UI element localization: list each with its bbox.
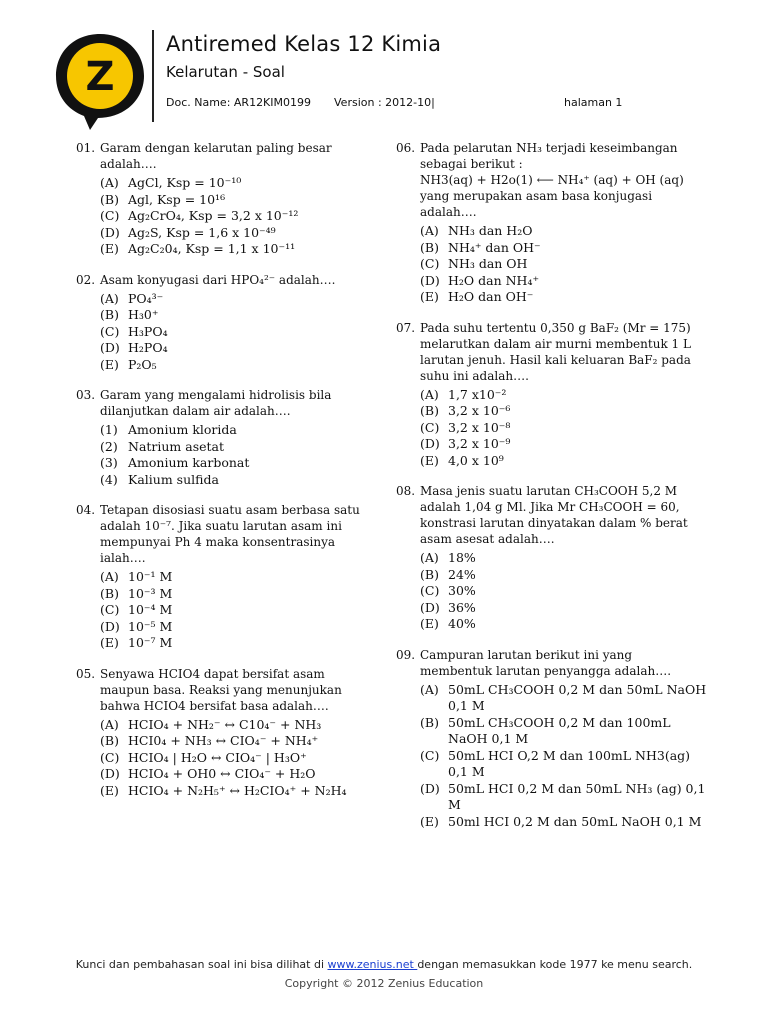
question-body (420, 647, 708, 679)
answer-option (100, 307, 376, 324)
option-text: Kalium sulfida (128, 471, 219, 487)
option-text: Amonium klorida (128, 422, 237, 437)
doc-name: Doc. Name: AR12KIM0199 (166, 96, 312, 109)
question-text: Pada suhu tertentu 0,350 g BaF₂ (Mr = 175) melarutkan dalam air murni membentuk 1 L larutan jenuh. Hasil kali keluaran BaF₂ pada suhu ini adalah…. (420, 320, 691, 383)
question (76, 140, 376, 258)
option-label: (3) (100, 455, 118, 470)
question-text: Pada pelarutan NH₃ terjadi keseimbangan sebagai berikut : (420, 141, 678, 171)
option-label: (D) (420, 272, 440, 288)
answer-option (100, 602, 376, 619)
option-list (100, 717, 376, 800)
option-label: (4) (100, 471, 118, 487)
question-text: Senyawa HCIO4 dapat bersifat asam maupun basa. Reaksi yang menunjukan bahwa HCIO4 bersifat basa adalah…. (100, 666, 342, 713)
answer-option (100, 619, 376, 636)
option-text: 50ml HCI 0,2 M dan 50mL NaOH 0,1 M (448, 813, 702, 829)
answer-option (100, 635, 376, 652)
option-label: (B) (420, 239, 439, 255)
option-label: (E) (420, 616, 439, 631)
option-text: HCIO₄ + N₂H₅⁺ ↔ H₂CIO₄⁺ + N₂H₄ (128, 782, 347, 798)
option-label: (C) (100, 323, 120, 339)
answer-option (100, 766, 376, 783)
answer-option (100, 241, 376, 258)
footer-note (0, 958, 768, 971)
option-list (100, 422, 376, 488)
answer-option (100, 291, 376, 308)
question (76, 502, 376, 652)
question-body (420, 140, 708, 220)
option-label: (B) (100, 585, 119, 601)
answer-option (100, 175, 376, 192)
option-text: AgCl, Ksp = 10⁻¹⁰ (128, 175, 242, 190)
option-label: (B) (100, 733, 119, 748)
answer-option (420, 273, 708, 290)
option-text: 24% (448, 566, 476, 582)
question-text: Garam dengan kelarutan paling besar adalah…. (100, 141, 332, 171)
question-head (76, 272, 376, 288)
option-label: (C) (420, 256, 440, 271)
option-text: H₃PO₄ (128, 323, 168, 339)
option-text: Ag₂C₂0₄, Ksp = 1,1 x 10⁻¹¹ (128, 241, 296, 256)
option-text: 50mL HCI 0,2 M dan 50mL NH₃ (ag) 0,1 M (448, 780, 706, 812)
question-body (420, 483, 708, 547)
option-text: NH₃ dan OH (448, 256, 528, 271)
question-number: 01. (76, 141, 96, 155)
option-text: 30% (448, 583, 476, 598)
option-label: (D) (420, 599, 440, 615)
option-list (100, 175, 376, 258)
question-head (396, 647, 708, 679)
option-text: 3,2 x 10⁻⁶ (448, 403, 511, 418)
answer-option (100, 422, 376, 439)
question-body (420, 320, 708, 384)
page-subtitle: Kelarutan - Soal (166, 63, 285, 81)
option-label: (B) (420, 403, 439, 418)
question-text: Campuran larutan berikut ini yang membentuk larutan penyangga adalah…. (420, 647, 672, 678)
option-label: (E) (100, 782, 119, 798)
option-list (100, 291, 376, 374)
answer-option (420, 436, 708, 453)
question (76, 666, 376, 800)
option-text: 3,2 x 10⁻⁸ (448, 419, 511, 435)
option-label: (D) (100, 618, 120, 634)
question-text: Garam yang mengalami hidrolisis bila dilanjutkan dalam air adalah…. (100, 388, 332, 418)
option-text: 50mL CH₃COOH 0,2 M dan 100mL NaOH 0,1 M (448, 714, 671, 746)
option-text: HCI0₄ + NH₃ ↔ CIO₄⁻ + NH₄⁺ (128, 733, 319, 748)
option-label: (E) (100, 635, 119, 650)
question (76, 387, 376, 488)
zenius-logo (50, 30, 150, 130)
question-body (100, 387, 376, 419)
question-body (100, 502, 376, 566)
option-label: (B) (100, 191, 119, 207)
option-list (420, 223, 708, 306)
option-text: 1,7 x10⁻² (448, 386, 507, 402)
question (396, 647, 708, 831)
question-number: 03. (76, 388, 96, 402)
option-text: NH₄⁺ dan OH⁻ (448, 239, 541, 255)
copyright: Copyright © 2012 Zenius Education (284, 977, 484, 990)
answer-option (420, 550, 708, 567)
option-label: (D) (100, 224, 120, 240)
option-label: (C) (420, 583, 440, 598)
left-column (76, 140, 376, 813)
option-text: Ag₂CrO₄, Ksp = 3,2 x 10⁻¹² (128, 208, 299, 223)
option-label: (C) (420, 747, 440, 763)
question-text: Asam konyugasi dari HPO₄²⁻ adalah…. (100, 272, 336, 287)
answer-option (100, 324, 376, 341)
question-number: 07. (396, 320, 416, 335)
answer-option (100, 586, 376, 603)
answer-option (420, 289, 708, 306)
option-label: (E) (100, 356, 119, 372)
answer-option (420, 583, 708, 600)
option-label: (D) (420, 780, 440, 796)
option-text: NH₃ dan H₂O (448, 223, 533, 238)
answer-option (420, 387, 708, 404)
option-text: H₂O dan OH⁻ (448, 289, 534, 304)
option-text: 36% (448, 599, 476, 615)
answer-option (420, 256, 708, 273)
footer-text-after: dengan memasukkan kode 1977 ke menu search. (417, 958, 693, 971)
question-number: 08. (396, 484, 416, 498)
option-label: (1) (100, 422, 118, 437)
answer-option (420, 616, 708, 633)
answer-option (420, 240, 708, 257)
option-label: (A) (100, 569, 119, 584)
option-label: (C) (100, 602, 120, 617)
footer-text-before: Kunci dan pembahasan soal ini bisa dilihat di (75, 958, 328, 971)
option-text: P₂O₅ (128, 356, 157, 372)
doc-version: Version : 2012-10| (334, 96, 435, 109)
question-head (76, 502, 376, 566)
option-text: H₂PO₄ (128, 340, 168, 355)
option-text: 50mL CH₃COOH 0,2 M dan 50mL NaOH 0,1 M (448, 681, 707, 713)
question-number: 04. (76, 503, 96, 517)
question-head (76, 666, 376, 714)
option-label: (A) (420, 550, 439, 565)
option-label: (A) (100, 716, 119, 732)
option-label: (E) (100, 241, 119, 256)
option-text: 3,2 x 10⁻⁹ (448, 436, 511, 451)
question-head (396, 140, 708, 220)
question-text: Masa jenis suatu larutan CH₃COOH 5,2 M adalah 1,04 g Ml. Jika Mr CH₃COOH = 60, konstrasi larutan dinyatakan dalam % berat asam asesat adalah…. (420, 484, 688, 546)
option-list (420, 387, 708, 470)
option-label: (A) (420, 223, 439, 238)
option-label: (C) (100, 749, 120, 765)
option-text: HCIO₄ + OH0 ↔ CIO₄⁻ + H₂O (128, 766, 316, 781)
question (396, 140, 708, 306)
option-label: (C) (100, 208, 120, 223)
answer-option (420, 420, 708, 437)
question-number: 09. (396, 647, 416, 662)
answer-option (100, 208, 376, 225)
option-text: Agl, Ksp = 10¹⁶ (128, 191, 226, 207)
option-list (100, 569, 376, 652)
question-head (76, 387, 376, 419)
question-head (76, 140, 376, 172)
answer-option (420, 715, 708, 748)
question (396, 320, 708, 470)
question-equation: NH3(aq) + H2o(1) ⟵ NH₄⁺ (aq) + OH (aq) (420, 173, 684, 187)
answer-option (100, 783, 376, 800)
answer-option (420, 223, 708, 240)
option-label: (B) (420, 714, 439, 730)
option-text: 18% (448, 550, 476, 565)
answer-option (420, 781, 708, 814)
option-text: 10⁻³ M (128, 585, 173, 601)
option-label: (A) (420, 681, 439, 697)
option-label: (A) (100, 290, 119, 306)
zenius-link[interactable]: www.zenius.net (327, 958, 418, 971)
logo-letter: Z (85, 54, 115, 100)
option-text: H₂O dan NH₄⁺ (448, 272, 540, 288)
option-text: 10⁻⁷ M (128, 635, 173, 650)
question-text: Tetapan disosiasi suatu asam berbasa satu adalah 10⁻⁷. Jika suatu larutan asam ini mempunyai Ph 4 maka konsentrasinya ialah…. (100, 503, 360, 565)
question-head (396, 483, 708, 547)
option-label: (B) (100, 307, 119, 322)
right-column (396, 140, 708, 844)
option-list (420, 550, 708, 633)
answer-option (100, 340, 376, 357)
answer-option (100, 439, 376, 456)
header-divider (152, 30, 154, 122)
question-number: 05. (76, 666, 96, 681)
answer-option (100, 472, 376, 489)
option-text: 10⁻⁵ M (128, 618, 173, 634)
question-number: 06. (396, 141, 416, 155)
option-text: HCIO₄ + NH₂⁻ ↔ C10₄⁻ + NH₃ (128, 716, 322, 732)
answer-option (420, 403, 708, 420)
option-label: (E) (420, 452, 439, 468)
option-text: 10⁻⁴ M (128, 602, 173, 617)
option-text: Ag₂S, Ksp = 1,6 x 10⁻⁴⁹ (128, 224, 276, 240)
page-title: Antiremed Kelas 12 Kimia (166, 32, 442, 56)
option-label: (E) (420, 813, 439, 829)
option-text: Amonium karbonat (128, 455, 250, 470)
answer-option (420, 682, 708, 715)
question-body (100, 666, 376, 714)
option-text: 40% (448, 616, 476, 631)
answer-option (420, 814, 708, 831)
answer-option (420, 453, 708, 470)
option-text: HCIO₄ | H₂O ↔ CIO₄⁻ | H₃O⁺ (128, 749, 307, 765)
question-head (396, 320, 708, 384)
question-number: 02. (76, 272, 96, 287)
option-label: (D) (100, 340, 120, 355)
option-label: (B) (420, 566, 439, 582)
answer-option (100, 733, 376, 750)
answer-option (420, 600, 708, 617)
question-text-continued: yang merupakan asam basa konjugasi adalah…. (420, 189, 653, 219)
question-body (100, 140, 376, 172)
option-text: 10⁻¹ M (128, 569, 173, 584)
option-label: (A) (420, 386, 439, 402)
option-label: (D) (100, 766, 120, 781)
question (76, 272, 376, 374)
question-body (100, 272, 376, 288)
answer-option (100, 225, 376, 242)
answer-option (100, 455, 376, 472)
answer-option (100, 192, 376, 209)
option-text: Natrium asetat (128, 438, 225, 454)
answer-option (420, 567, 708, 584)
answer-option (100, 357, 376, 374)
answer-option (420, 748, 708, 781)
option-label: (C) (420, 419, 440, 435)
option-list (420, 682, 708, 831)
answer-option (100, 717, 376, 734)
answer-option (100, 569, 376, 586)
option-label: (E) (420, 289, 439, 304)
option-label: (D) (420, 436, 440, 451)
option-text: 50mL HCI O,2 M dan 100mL NH3(ag) 0,1 M (448, 747, 691, 779)
option-label: (2) (100, 438, 118, 454)
option-text: 4,0 x 10⁹ (448, 452, 504, 468)
answer-option (100, 750, 376, 767)
question (396, 483, 708, 633)
option-text: H₃0⁺ (128, 307, 159, 322)
page-number: halaman 1 (564, 96, 623, 109)
option-label: (A) (100, 175, 119, 190)
option-text: PO₄³⁻ (128, 290, 164, 306)
